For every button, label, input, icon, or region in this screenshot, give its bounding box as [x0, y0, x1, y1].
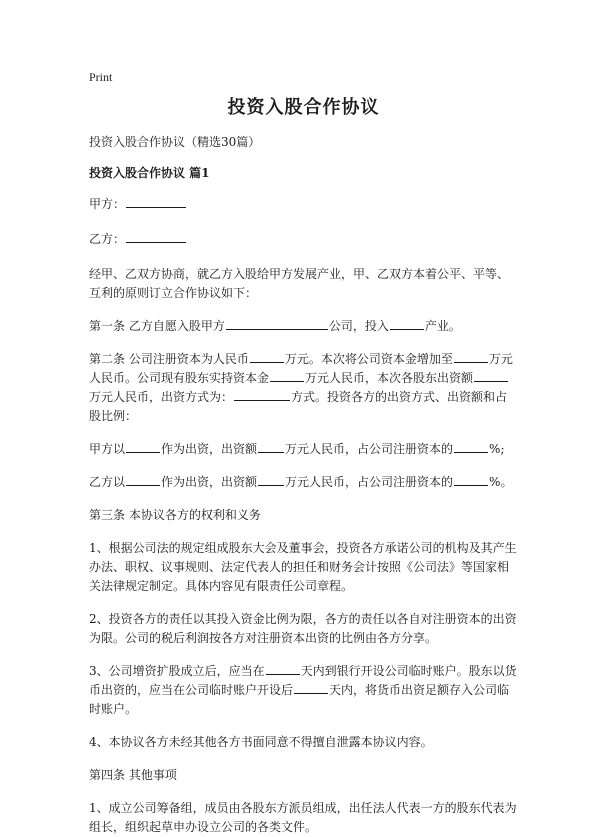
party-a-blank — [126, 195, 186, 208]
party-a-label: 甲方： — [89, 197, 126, 211]
registered-capital-blank — [250, 350, 284, 363]
intro-paragraph: 经甲、乙双方协商，就乙方入股给甲方发展产业，甲、乙双方本着公平、平等、互利的原则订立合作协议如下： — [89, 267, 510, 300]
party-a-share-text-2: 作为出资，出资额 — [161, 442, 258, 456]
clause-4: 4、本协议各方未经其他各方书面同意不得擅自泄露本协议内容。 — [89, 735, 433, 749]
other-1: 1、成立公司筹备组，成员由各股东方派员组成，出任法人代表一方的股东代表为组长，组织起草申办设立公司的各类文件。 — [89, 801, 517, 834]
contribution-blank — [474, 369, 508, 382]
article-2-text-4: 万元人民币，本次各股东出资额 — [305, 371, 474, 385]
article-3-heading: 第三条 本协议各方的权利和义务 — [89, 508, 261, 522]
article-2-text-2: 万元。本次将公司资本金增加至 — [284, 352, 453, 366]
party-b-asset-blank — [126, 473, 160, 486]
increased-capital-blank — [454, 350, 488, 363]
article-2-text: 第二条 公司注册资本为人民币 — [89, 352, 249, 366]
deposit-days-blank — [294, 681, 328, 694]
article-1-text-3: 产业。 — [424, 319, 461, 333]
party-b-label: 乙方： — [89, 232, 126, 246]
party-a-percent-blank — [454, 440, 488, 453]
article-2-text-5: 万元人民币，出资方式为： — [89, 390, 234, 404]
party-b-line — [89, 230, 518, 249]
print-link[interactable]: Print — [89, 70, 113, 84]
party-b-share-text: 乙方以 — [89, 475, 126, 489]
party-b-share-text-4: %。 — [489, 475, 513, 489]
document-title: 投资入股合作协议 — [227, 97, 380, 118]
clause-3 — [89, 662, 518, 719]
party-b-share-text-3: 万元人民币，占公司注册资本的 — [285, 475, 454, 489]
party-b-amount-blank — [258, 473, 284, 486]
article-4-heading: 第四条 其他事项 — [89, 768, 177, 782]
party-b-percent-blank — [454, 473, 488, 486]
clause-3-text-3: 天内，将货币出资足额存入公司临时账户。 — [89, 683, 510, 716]
party-b-share-text-2: 作为出资，出资额 — [161, 475, 258, 489]
contribution-method-blank — [234, 388, 290, 401]
clause-3-text: 3、公司增资扩股成立后，应当在 — [89, 664, 265, 678]
party-a-share-text-4: %; — [489, 442, 505, 456]
article-1-text-2: 公司，投入 — [328, 319, 389, 333]
party-a-share-text-3: 万元人民币，占公司注册资本的 — [285, 442, 454, 456]
account-days-blank — [266, 662, 300, 675]
clause-1: 1、根据公司法的规定组成股东大会及董事会，投资各方承诺公司的机构及其产生办法、职权、议事规则、法定代表人的担任和财务会计按照《公司法》等国家相关法律规定制定。具体内容见有限责任公司章程。 — [89, 541, 517, 593]
article-2 — [89, 350, 518, 426]
article-2-text-3: 万元人民币。公司现有股东实持资本金 — [89, 352, 513, 385]
party-a-share — [89, 440, 518, 459]
party-a-share-text: 甲方以 — [89, 442, 126, 456]
industry-blank — [390, 317, 424, 330]
document-subtitle: 投资入股合作协议（精选30篇） — [89, 135, 261, 149]
article-2-text-6: 方式。投资各方的出资方式、出资额和占股比例： — [89, 390, 508, 423]
article-1 — [89, 317, 518, 336]
existing-capital-blank — [270, 369, 304, 382]
article-1-text: 第一条 乙方自愿入股甲方 — [89, 319, 225, 333]
party-b-blank — [126, 230, 186, 243]
section-title: 投资入股合作协议 篇1 — [89, 166, 210, 180]
party-a-line — [89, 195, 518, 214]
company-name-blank — [226, 317, 328, 330]
clause-3-text-2: 天内到银行开设公司临时账户。股东以货币出资的，应当在公司临时账户开设后 — [89, 664, 517, 697]
party-a-amount-blank — [258, 440, 284, 453]
clause-2: 2、投资各方的责任以其投入资金比例为限，各方的责任以各自对注册资本的出资为限。公司的税后利润按各方对注册资本出资的比例由各方分享。 — [89, 612, 517, 645]
party-a-asset-blank — [126, 440, 160, 453]
party-b-share — [89, 473, 518, 492]
